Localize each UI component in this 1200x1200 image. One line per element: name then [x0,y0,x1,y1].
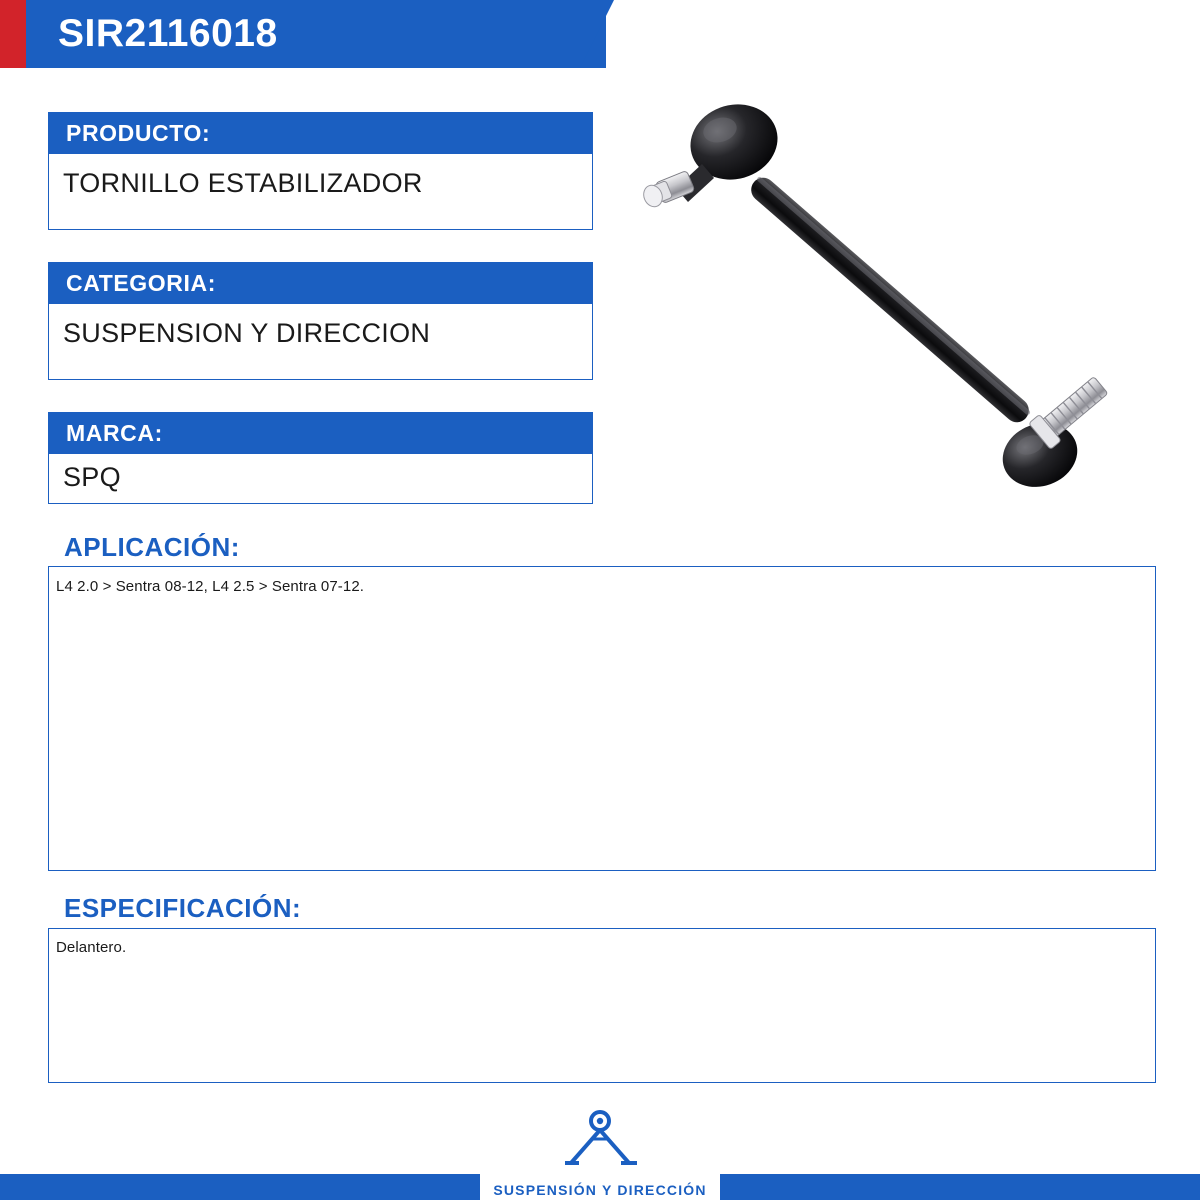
aplicacion-text: L4 2.0 > Sentra 08-12, L4 2.5 > Sentra 07-12. [56,578,365,595]
producto-value: TORNILLO ESTABILIZADOR [48,154,593,230]
categoria-block [48,262,593,380]
marca-value: SPQ [48,454,593,504]
categoria-label: CATEGORIA: [48,262,593,304]
header-banner-tail [580,0,614,68]
producto-label: PRODUCTO: [48,112,593,154]
page-header [0,0,1200,68]
especificacion-text: Delantero. [56,939,127,956]
especificacion-heading: ESPECIFICACIÓN: [64,893,302,923]
footer-logo [0,1109,1200,1176]
suspension-control-arm-icon [545,1109,655,1171]
marca-block [48,412,593,504]
producto-block [48,112,593,230]
categoria-value: SUSPENSION Y DIRECCION [48,304,593,380]
header-red-accent [0,0,26,68]
product-image [610,80,1170,520]
footer-caption: SUSPENSIÓN Y DIRECCIÓN [493,1182,707,1198]
sway-bar-link-illustration [610,80,1170,520]
aplicacion-box [48,566,1156,871]
part-number-title: SIR2116018 [58,12,278,55]
marca-label: MARCA: [48,412,593,454]
aplicacion-heading: APLICACIÓN: [64,532,240,562]
